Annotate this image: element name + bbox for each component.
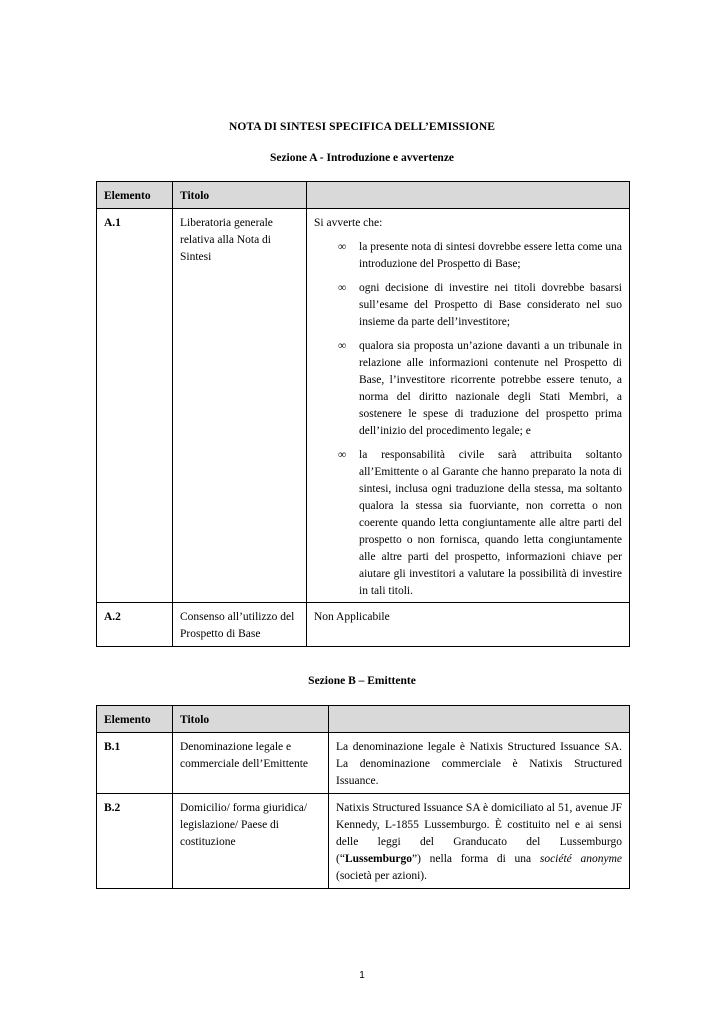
element-content: La denominazione legale è Natixis Structured Issuance SA. La denominazione commerciale è Natixis Structured Issuance.	[329, 733, 630, 794]
table-header-row	[97, 706, 630, 733]
bullet-text: qualora sia proposta un’azione davanti a un tribunale in relazione alle informazioni contenute nel Prospetto di Base, l’investitore ricorrente potrebbe essere tenuto, a norma del diritto nazionale degli Stati Membri, a sostenere le spese di traduzione del prospetto prima dell’inizio del procedimento legale; e	[359, 340, 622, 437]
page-number: 1	[359, 970, 365, 981]
content-italic-term: société anonyme	[539, 853, 622, 865]
list-item	[314, 338, 622, 440]
header-content	[307, 182, 630, 209]
content-intro: Si avverte che:	[314, 217, 383, 229]
header-content	[329, 706, 630, 733]
table-row	[97, 733, 630, 794]
element-code: B.1	[97, 733, 173, 794]
element-code: A.2	[97, 603, 173, 647]
content-text: Natixis Structured Issuance SA è domiciliato al 51, avenue JF Kennedy, L-1855 Lussemburgo. È costituito nel e ai sensi delle leggi del Granducato del Lussemburgo (“	[336, 802, 622, 865]
element-title: Denominazione legale e commerciale dell’Emittente	[173, 733, 329, 794]
header-title: Titolo	[173, 182, 307, 209]
section-b-table	[96, 705, 630, 889]
section-a-heading: Sezione A - Introduzione e avvertenze	[269, 152, 455, 164]
element-content	[307, 209, 630, 603]
element-title: Domicilio/ forma giuridica/ legislazione/ Paese di costituzione	[173, 794, 329, 889]
header-title: Titolo	[173, 706, 329, 733]
table-row	[97, 603, 630, 647]
element-title: Consenso all’utilizzo del Prospetto di Base	[173, 603, 307, 647]
document-title: NOTA DI SINTESI SPECIFICA DELL’EMISSIONE	[228, 121, 496, 133]
table-header-row	[97, 182, 630, 209]
bullet-list	[314, 239, 622, 600]
element-code: B.2	[97, 794, 173, 889]
content-text: ”) nella forma di una	[412, 853, 540, 865]
bullet-text: ogni decisione di investire nei titoli dovrebbe basarsi sull’esame del Prospetto di Base considerato nel suo insieme da parte dell’investitore;	[359, 282, 622, 328]
table-row	[97, 794, 630, 889]
infinity-bullet-icon: ∞	[338, 449, 347, 461]
infinity-bullet-icon: ∞	[338, 241, 347, 253]
bullet-text: la presente nota di sintesi dovrebbe essere letta come una introduzione del Prospetto di Base;	[359, 241, 622, 270]
element-content: Non Applicabile	[307, 603, 630, 647]
table-row	[97, 209, 630, 603]
section-b-heading: Sezione B – Emittente	[308, 675, 416, 687]
element-content	[329, 794, 630, 889]
section-a-table	[96, 181, 630, 647]
element-title: Liberatoria generale relativa alla Nota di Sintesi	[173, 209, 307, 603]
list-item	[314, 447, 622, 600]
content-bold-term: Lussemburgo	[344, 853, 413, 865]
header-element: Elemento	[97, 706, 173, 733]
header-element: Elemento	[97, 182, 173, 209]
list-item	[314, 239, 622, 273]
bullet-text: la responsabilità civile sarà attribuita soltanto all’Emittente o al Garante che hanno preparato la nota di sintesi, inclusa ogni traduzione della stessa, ma soltanto qualora la stessa sia fuorviante, non corretta o non coerente quando letta congiuntamente alle altre parti del prospetto o non fornisca, quando letta congiuntamente alle altre parti del prospetto, informazioni chiave per aiutare gli investitori a valutare la possibilità di investire in tali titoli.	[359, 449, 622, 597]
element-code: A.1	[97, 209, 173, 603]
list-item	[314, 280, 622, 331]
infinity-bullet-icon: ∞	[338, 340, 347, 352]
content-text: (società per azioni).	[336, 870, 427, 882]
infinity-bullet-icon: ∞	[338, 282, 347, 294]
